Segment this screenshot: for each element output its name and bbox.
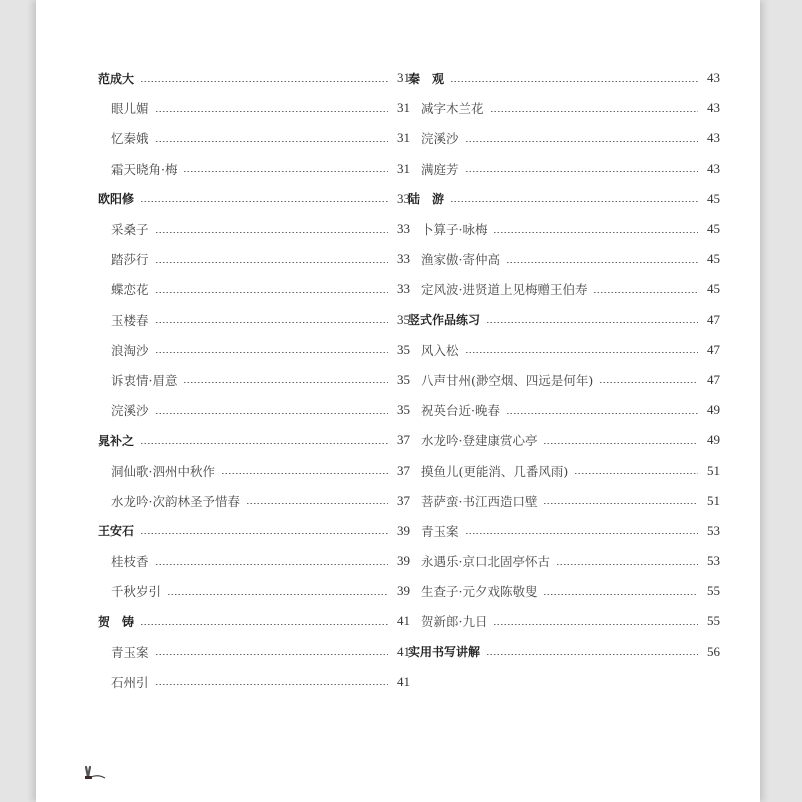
toc-entry: [98, 486, 410, 516]
toc-entry: [408, 244, 720, 274]
toc-entry-title: 采桑子: [111, 222, 149, 238]
toc-entry: [98, 637, 410, 667]
dot-leader: [465, 141, 698, 142]
toc-entry: [408, 516, 720, 546]
toc-entry: [98, 335, 410, 365]
toc-entry-title: 菩萨蛮·书江西造口壁: [421, 493, 538, 509]
dot-leader: [155, 684, 388, 685]
toc-page-number: 45: [707, 190, 720, 206]
toc-entry-title: 定风波·进贤道上见梅赠王伯寿: [421, 282, 588, 298]
toc-page-number: 43: [707, 160, 720, 176]
toc-page-number: 43: [707, 100, 720, 116]
toc-entry: [408, 123, 720, 153]
toc-page-number: 35: [397, 341, 410, 357]
dot-leader: [155, 262, 388, 263]
dot-leader: [465, 352, 698, 353]
toc-entry: [408, 93, 720, 123]
toc-entry-title: 范成大: [98, 71, 135, 86]
dot-leader: [486, 322, 698, 323]
toc-entry-title: 浪淘沙: [111, 342, 149, 358]
dot-leader: [167, 594, 388, 595]
toc-entry: [98, 93, 410, 123]
dot-leader: [155, 352, 388, 353]
dot-leader: [450, 81, 698, 82]
dot-leader: [155, 292, 388, 293]
toc-entry: [408, 455, 720, 485]
dot-leader: [155, 322, 388, 323]
toc-entry: [98, 365, 410, 395]
toc-left-column: [98, 63, 410, 697]
dot-leader: [140, 443, 388, 444]
toc-page-number: 31: [397, 160, 410, 176]
dot-leader: [490, 111, 698, 112]
dot-leader: [221, 473, 388, 474]
toc-section-heading: [98, 516, 410, 546]
toc-entry-title: 满庭芳: [421, 161, 459, 177]
toc-entry-title: 蝶恋花: [111, 282, 149, 298]
dot-leader: [155, 564, 388, 565]
toc-page-number: 35: [397, 402, 410, 418]
toc-page-number: 47: [707, 341, 720, 357]
toc-entry-title: 玉楼春: [111, 312, 149, 328]
toc-entry: [408, 395, 720, 425]
dot-leader: [140, 201, 388, 202]
toc-entry-title: 减字木兰花: [421, 101, 484, 117]
dot-leader: [246, 503, 388, 504]
toc-entry-title: 晁补之: [98, 433, 135, 448]
dot-leader: [593, 292, 698, 293]
toc-page-number: 53: [707, 522, 720, 538]
toc-entry: [98, 576, 410, 606]
toc-page-number: 39: [397, 583, 410, 599]
toc-entry-title: 王安石: [98, 524, 135, 539]
dot-leader: [450, 201, 698, 202]
toc-entry: [408, 546, 720, 576]
dot-leader: [506, 413, 698, 414]
toc-entry-title: 渔家傲·寄仲高: [421, 252, 500, 268]
dot-leader: [506, 262, 698, 263]
dot-leader: [155, 111, 388, 112]
toc-entry-title: 秦 观: [408, 71, 445, 86]
toc-entry: [408, 486, 720, 516]
toc-page-number: 37: [397, 432, 410, 448]
dot-leader: [465, 533, 698, 534]
toc-page-number: 35: [397, 371, 410, 387]
toc-section-heading: [98, 606, 410, 636]
toc-page-number: 41: [397, 673, 410, 689]
dot-leader: [493, 232, 698, 233]
toc-section-heading: [408, 63, 720, 93]
toc-entry-title: 桂枝香: [111, 554, 149, 570]
toc-page-number: 49: [707, 432, 720, 448]
toc-entry-title: 踏莎行: [111, 252, 149, 268]
dot-leader: [140, 624, 388, 625]
dot-leader: [465, 171, 698, 172]
toc-page-number: 43: [707, 70, 720, 86]
toc-entry: [98, 395, 410, 425]
toc-entry-title: 摸鱼儿(更能消、几番风雨): [421, 463, 569, 479]
dragonfly-icon: [82, 765, 108, 785]
toc-section-heading: [408, 637, 720, 667]
toc-page-number: 45: [707, 221, 720, 237]
toc-page-number: 51: [707, 462, 720, 478]
toc-page-number: 37: [397, 492, 410, 508]
toc-page-number: 33: [397, 251, 410, 267]
dot-leader: [155, 232, 388, 233]
toc-entry-title: 千秋岁引: [111, 584, 162, 600]
toc-right-column: [408, 63, 720, 667]
toc-page-number: 39: [397, 522, 410, 538]
toc-section-heading: [408, 305, 720, 335]
dot-leader: [599, 382, 698, 383]
toc-entry-title: 霜天晓角·梅: [111, 161, 178, 177]
toc-entry-title: 诉衷情·眉意: [111, 372, 178, 388]
toc-page-number: 53: [707, 553, 720, 569]
dot-leader: [543, 503, 698, 504]
toc-page-number: 41: [397, 613, 410, 629]
toc-entry-title: 浣溪沙: [111, 403, 149, 419]
toc-page-number: 31: [397, 100, 410, 116]
toc-entry: [98, 455, 410, 485]
toc-page-number: 35: [397, 311, 410, 327]
toc-section-heading: [408, 184, 720, 214]
toc-page-number: 31: [397, 70, 410, 86]
dot-leader: [183, 382, 388, 383]
toc-entry-title: 永遇乐·京口北固亭怀古: [421, 554, 550, 570]
toc-entry-title: 陆 游: [408, 192, 445, 207]
toc-entry: [98, 214, 410, 244]
toc-entry: [408, 274, 720, 304]
toc-entry-title: 石州引: [111, 674, 149, 690]
toc-entry-title: 青玉案: [421, 523, 459, 539]
toc-entry-title: 实用书写讲解: [408, 645, 481, 660]
toc-entry-title: 贺 铸: [98, 614, 135, 629]
toc-page-number: 56: [707, 643, 720, 659]
dot-leader: [556, 564, 698, 565]
toc-entry: [98, 667, 410, 697]
toc-section-heading: [98, 63, 410, 93]
dot-leader: [140, 533, 388, 534]
dot-leader: [155, 413, 388, 414]
toc-entry: [98, 154, 410, 184]
toc-entry: [408, 606, 720, 636]
toc-section-heading: [98, 425, 410, 455]
toc-entry-title: 卜算子·咏梅: [421, 222, 488, 238]
toc-entry-title: 竖式作品练习: [408, 313, 481, 328]
toc-entry-title: 祝英台近·晚春: [421, 403, 500, 419]
toc-entry: [408, 335, 720, 365]
toc-page-number: 31: [397, 130, 410, 146]
toc-entry-title: 青玉案: [111, 644, 149, 660]
toc-entry-title: 水龙吟·次韵林圣予惜春: [111, 493, 240, 509]
toc-entry-title: 浣溪沙: [421, 131, 459, 147]
dot-leader: [140, 81, 388, 82]
toc-page-number: 45: [707, 281, 720, 297]
toc-page-number: 47: [707, 371, 720, 387]
toc-page-number: 45: [707, 251, 720, 267]
toc-entry: [98, 244, 410, 274]
toc-entry: [98, 274, 410, 304]
toc-entry-title: 风入松: [421, 342, 459, 358]
toc-entry-title: 八声甘州(渺空烟、四远是何年): [421, 372, 594, 388]
dot-leader: [543, 443, 698, 444]
dot-leader: [543, 594, 698, 595]
toc-entry: [408, 214, 720, 244]
toc-entry-title: 生查子·元夕戏陈敬叟: [421, 584, 538, 600]
toc-section-heading: [98, 184, 410, 214]
toc-page-number: 55: [707, 613, 720, 629]
toc-page-number: 39: [397, 553, 410, 569]
toc-page-number: 47: [707, 311, 720, 327]
toc-entry-title: 欧阳修: [98, 192, 135, 207]
dot-leader: [493, 624, 698, 625]
toc-entry: [98, 305, 410, 335]
toc-entry: [408, 154, 720, 184]
toc-entry-title: 忆秦娥: [111, 131, 149, 147]
document-page: [36, 0, 760, 802]
dot-leader: [486, 654, 698, 655]
toc-entry-title: 眼儿媚: [111, 101, 149, 117]
toc-page-number: 49: [707, 402, 720, 418]
toc-entry: [408, 365, 720, 395]
toc-page-number: 33: [397, 190, 410, 206]
toc-entry-title: 水龙吟·登建康赏心亭: [421, 433, 538, 449]
toc-entry: [408, 425, 720, 455]
toc-entry-title: 贺新郎·九日: [421, 614, 488, 630]
toc-page-number: 33: [397, 221, 410, 237]
toc-page-number: 51: [707, 492, 720, 508]
dot-leader: [574, 473, 698, 474]
toc-entry: [408, 576, 720, 606]
toc-page-number: 37: [397, 462, 410, 478]
toc-page-number: 55: [707, 583, 720, 599]
toc-page-number: 41: [397, 643, 410, 659]
dot-leader: [183, 171, 388, 172]
toc-entry: [98, 546, 410, 576]
dot-leader: [155, 654, 388, 655]
toc-entry-title: 洞仙歌·泗州中秋作: [111, 463, 215, 479]
toc-page-number: 43: [707, 130, 720, 146]
toc-entry: [98, 123, 410, 153]
toc-page-number: 33: [397, 281, 410, 297]
dot-leader: [155, 141, 388, 142]
